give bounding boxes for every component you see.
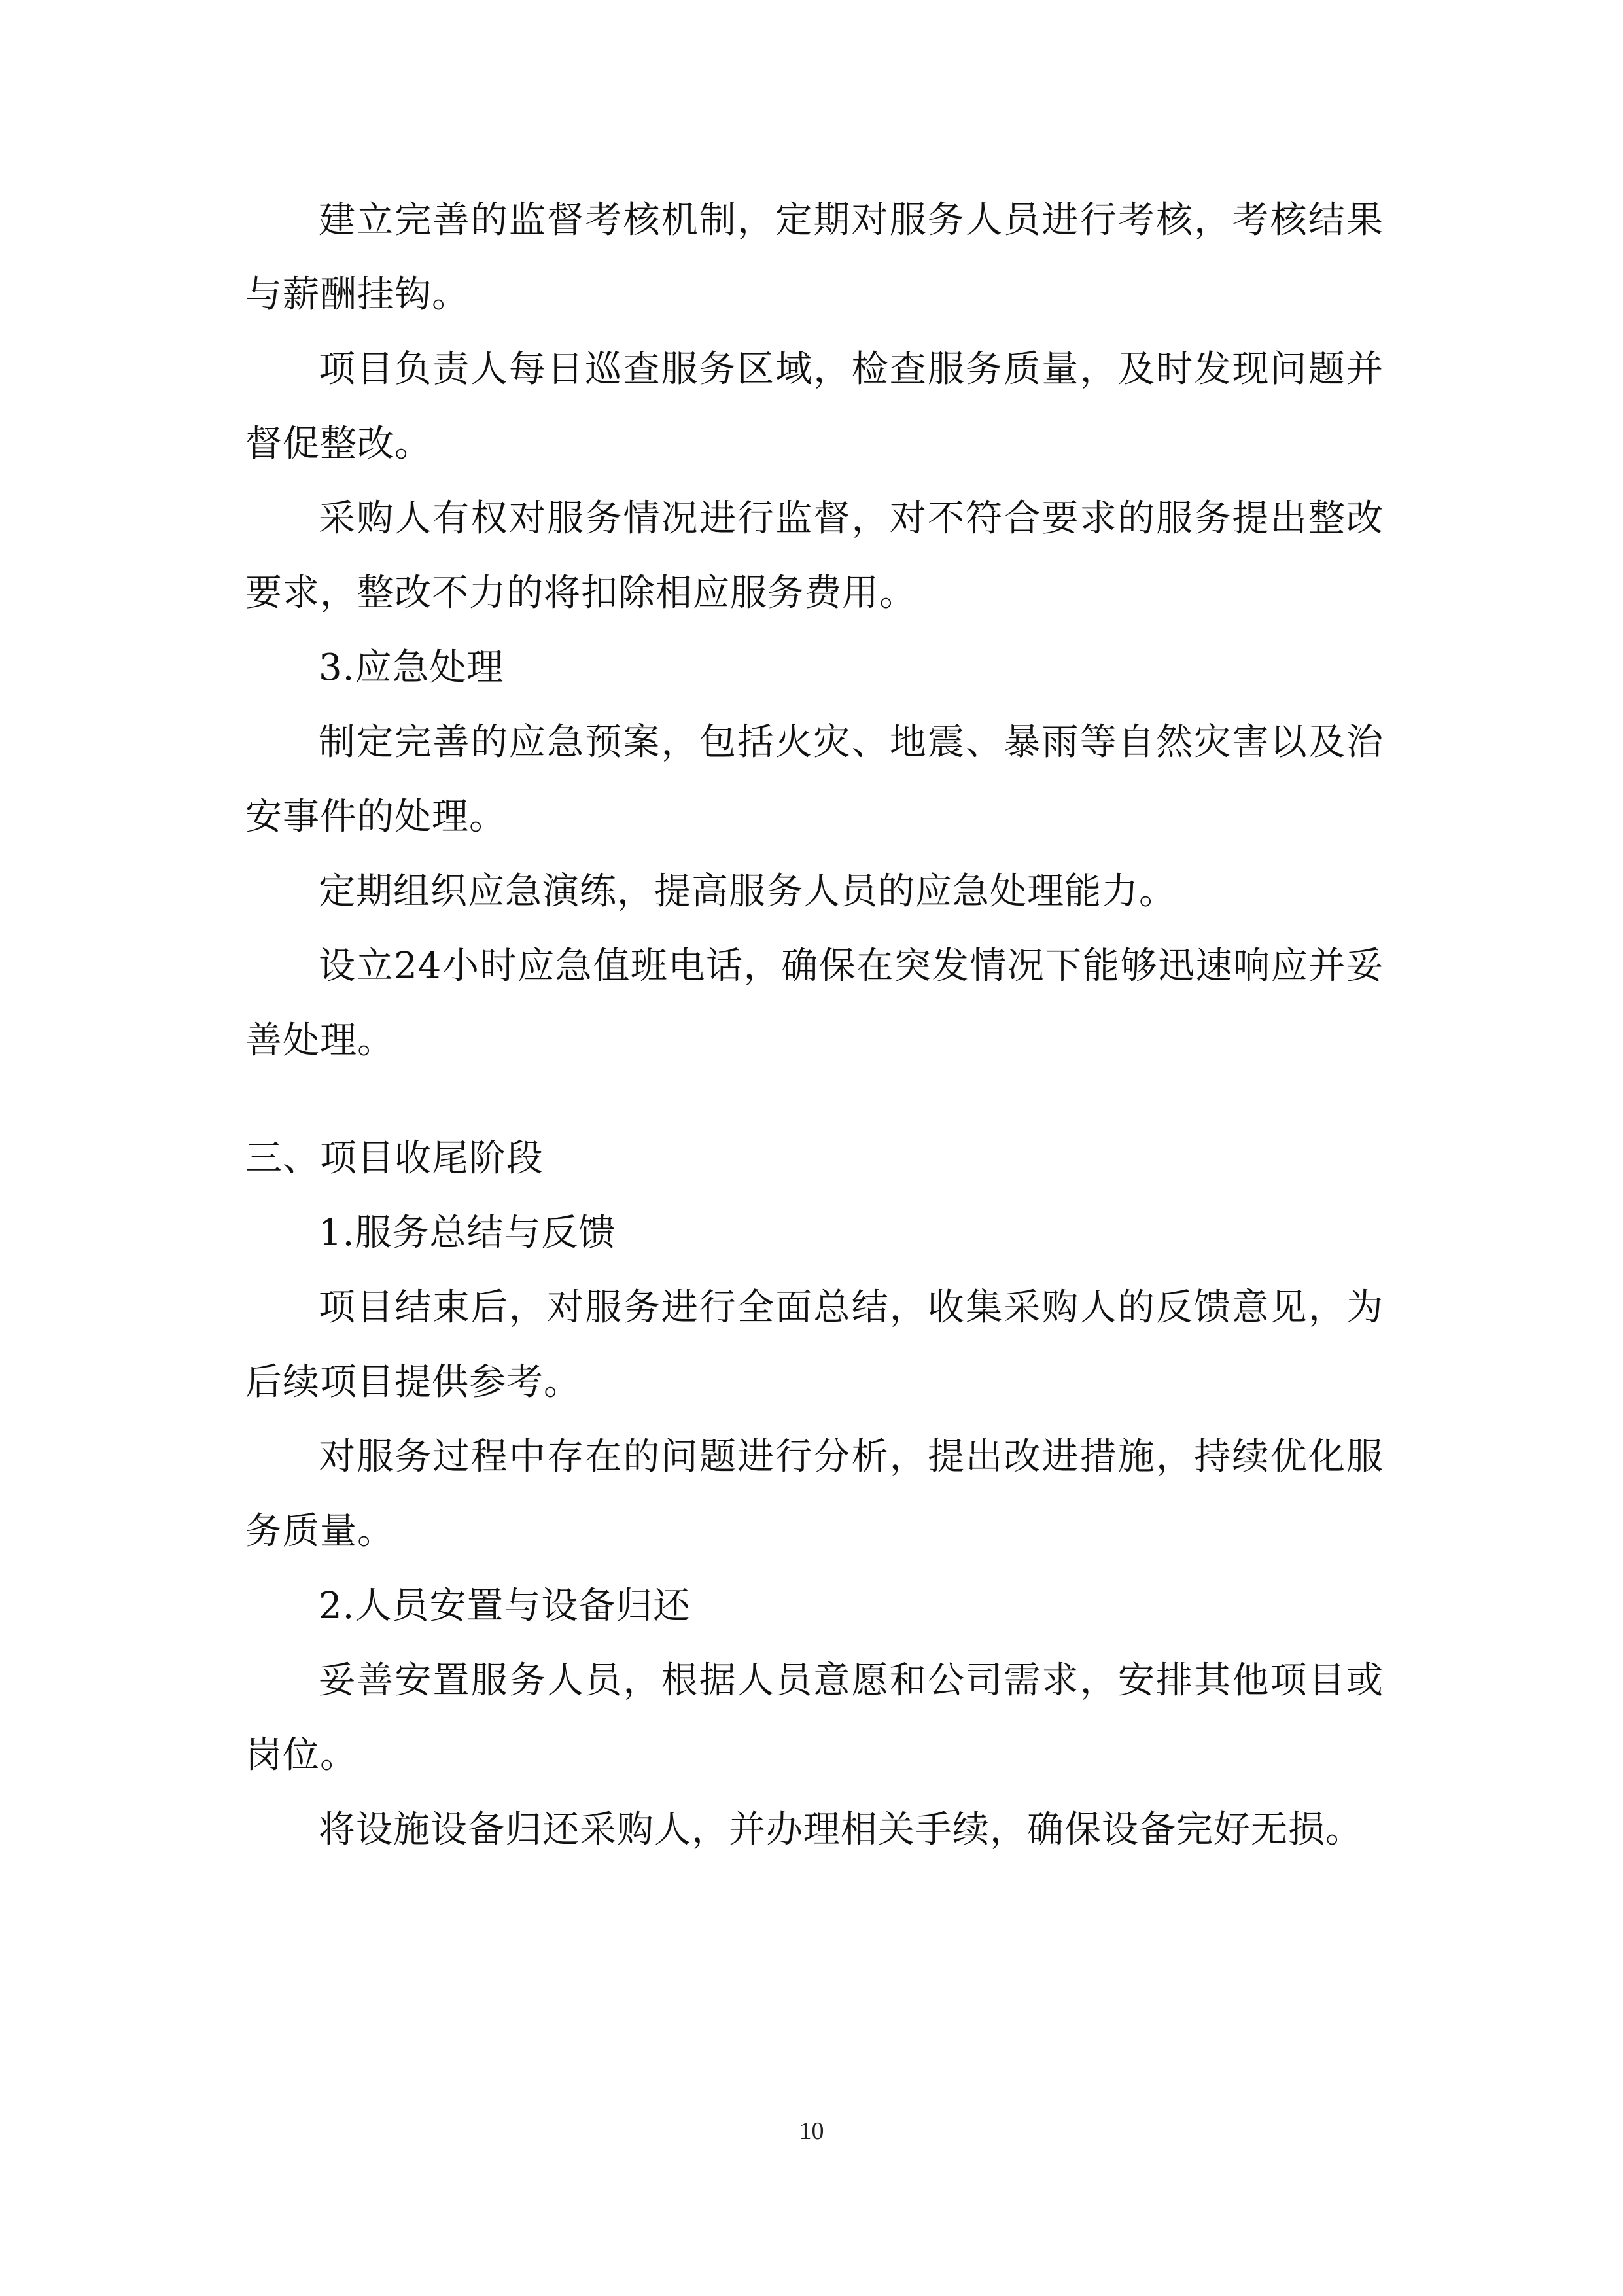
paragraph-equipment-return: 将设施设备归还采购人，并办理相关手续，确保设备完好无损。 (319, 1809, 1363, 1851)
page-number: 10 (799, 2117, 824, 2145)
subheading-staff-equipment: 2.人员安置与设备归还 (319, 1585, 691, 1627)
paragraph-daily-inspection: 项目负责人每日巡查服务区域，检查服务质量，及时发现问题并督促整改。 (245, 348, 1384, 465)
paragraph-problem-analysis: 对服务过程中存在的问题进行分析，提出改进措施，持续优化服务质量。 (245, 1436, 1384, 1553)
paragraph-purchaser-supervision: 采购人有权对服务情况进行监督，对不符合要求的服务提出整改要求，整改不力的将扣除相应服务费用。 (245, 497, 1384, 614)
paragraph-duty-hotline: 设立24小时应急值班电话，确保在突发情况下能够迅速响应并妥善处理。 (245, 945, 1384, 1062)
paragraph-staff-placement: 妥善安置服务人员，根据人员意愿和公司需求，安排其他项目或岗位。 (245, 1659, 1384, 1776)
subheading-emergency-handling: 3.应急处理 (319, 646, 504, 689)
document-body (245, 183, 1384, 1867)
paragraph-emergency-drill: 定期组织应急演练，提高服务人员的应急处理能力。 (319, 870, 1176, 913)
section-heading-project-closing: 三、项目收尾阶段 (245, 1137, 544, 1180)
paragraph-supervision-mechanism: 建立完善的监督考核机制，定期对服务人员进行考核，考核结果与薪酬挂钩。 (245, 199, 1384, 316)
paragraph-emergency-plan: 制定完善的应急预案，包括火灾、地震、暴雨等自然灾害以及治安事件的处理。 (245, 721, 1384, 838)
paragraph-summary-feedback: 项目结束后，对服务进行全面总结，收集采购人的反馈意见，为后续项目提供参考。 (245, 1286, 1384, 1404)
subheading-service-summary: 1.服务总结与反馈 (319, 1212, 616, 1254)
